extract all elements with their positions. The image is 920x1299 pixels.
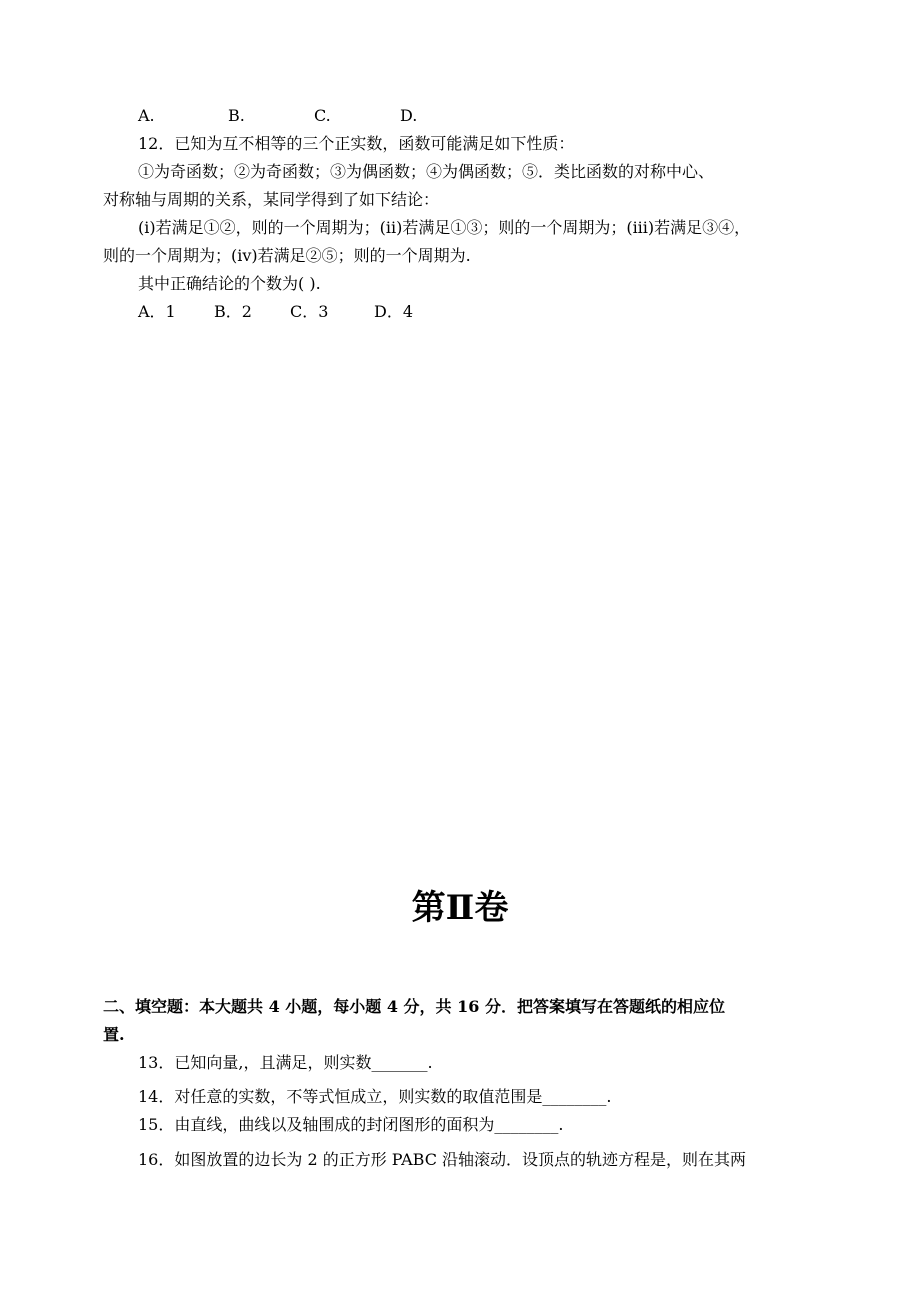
q12-question: 其中正确结论的个数为( ). bbox=[138, 274, 321, 293]
q11-option-a: A. bbox=[138, 106, 155, 125]
section2-header-line2: 置. bbox=[103, 1025, 125, 1044]
q12-option-b: B．2 bbox=[214, 302, 252, 321]
fill-question-13: 13．已知向量,，且满足，则实数_______. bbox=[138, 1053, 433, 1072]
section2-header-line1: 二、填空题：本大题共 4 小题，每小题 4 分，共 16 分．把答案填写在答题纸的相应位 bbox=[103, 997, 725, 1016]
q12-option-c: C．3 bbox=[290, 302, 329, 321]
q11-options-row bbox=[138, 106, 417, 126]
fill-question-16: 16．如图放置的边长为 2 的正方形 PABC 沿轴滚动．设顶点的轨迹方程是，则在其两 bbox=[138, 1150, 747, 1169]
q12-options-row bbox=[138, 302, 413, 322]
q11-option-d: D. bbox=[400, 106, 418, 125]
part2-title: 第Ⅱ卷 bbox=[411, 888, 509, 928]
q11-option-b: B. bbox=[228, 106, 245, 125]
fill-question-15: 15．由直线，曲线以及轴围成的封闭图形的面积为________. bbox=[138, 1115, 564, 1134]
q12-conclusions-line2: 则的一个周期为；(iv)若满足②⑤；则的一个周期为. bbox=[103, 246, 471, 265]
q12-option-d: D．4 bbox=[374, 302, 414, 321]
q12-option-a: A．1 bbox=[138, 302, 176, 321]
q11-option-c: C. bbox=[314, 106, 331, 125]
q12-stem: 12．已知为互不相等的三个正实数，函数可能满足如下性质： bbox=[138, 134, 575, 153]
q12-properties-line1: ①为奇函数；②为奇函数；③为偶函数；④为偶函数；⑤．类比函数的对称中心、 bbox=[138, 162, 715, 181]
q12-conclusions-line1: (i)若满足①②，则的一个周期为；(ii)若满足①③；则的一个周期为；(iii)若满足③④， bbox=[138, 218, 751, 237]
fill-question-14: 14．对任意的实数，不等式恒成立，则实数的取值范围是________. bbox=[138, 1087, 612, 1106]
q12-properties-line2: 对称轴与周期的关系，某同学得到了如下结论： bbox=[103, 190, 440, 209]
